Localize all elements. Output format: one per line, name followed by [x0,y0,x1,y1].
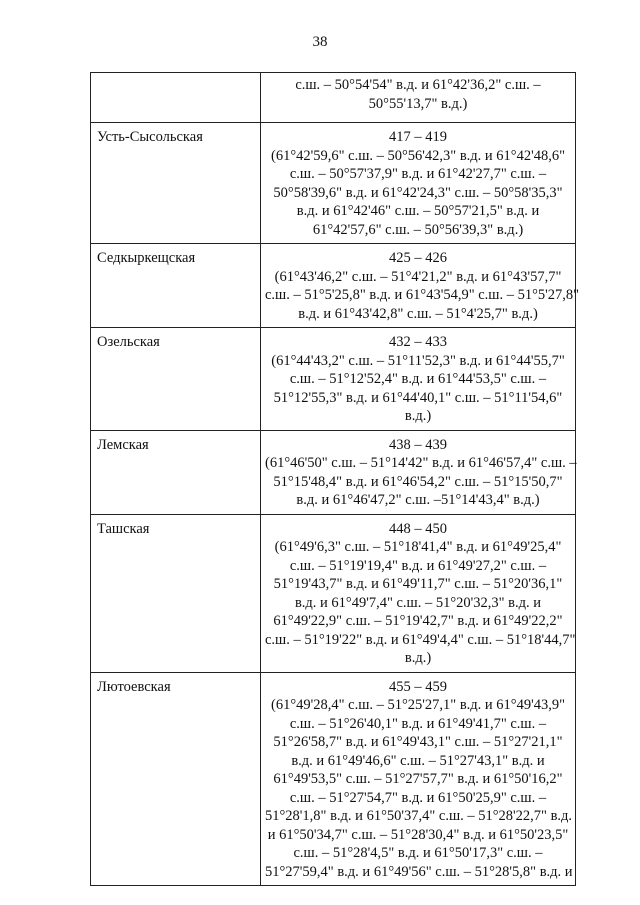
coordinate-line: 50°55'13,7" в.д.) [368,95,468,112]
coordinate-line: в.д. и 61°43'42,8" с.ш. – 51°4'25,7" в.д.) [298,305,538,322]
section-name: Лемская [91,430,261,514]
coordinate-line: и 61°50'34,7" с.ш. – 51°28'30,4" в.д. и 61°50'23,5" [267,826,569,843]
coordinate-line: в.д.) [404,650,432,666]
table-row [91,430,576,514]
table-row [91,73,576,123]
coordinate-line: с.ш. – 51°28'4,5" в.д. и 61°50'17,3" с.ш. – [293,845,543,861]
coordinate-line: 51°12'55,3" в.д. и 61°44'40,1" с.ш. – 51°11'54,6" [273,389,563,406]
sections-table [90,72,580,886]
table-row [91,514,576,672]
coordinate-line: 51°27'59,4" в.д. и 61°49'56" с.ш. – 51°28'5,8" в.д. и [265,863,573,880]
table-row [91,123,576,244]
kilometer-range: 417 – 419 [389,129,447,145]
section-name: Лютоевская [91,672,261,886]
coordinate-line: с.ш. – 51°26'40,1" в.д. и 61°49'41,7" с.ш. – [289,715,547,732]
coordinates-cell [261,430,576,514]
coordinate-line: с.ш. – 51°19'22" в.д. и 61°49'4,4" с.ш. – 51°18'44,7" [265,631,576,648]
coordinate-line: (61°46'50" с.ш. – 51°14'42" в.д. и 61°46'57,4" с.ш. – [265,455,577,471]
coordinate-line: (61°49'28,4" с.ш. – 51°25'27,1" в.д. и 61°49'43,9" [270,697,566,713]
coordinate-line: с.ш. – 50°54'54" в.д. и 61°42'36,2" с.ш. – [295,77,541,93]
table-row [91,672,576,886]
coordinate-line: с.ш. – 51°27'54,7" в.д. и 61°50'25,9" с.ш. – [289,789,547,806]
coordinate-line: (61°42'59,6" с.ш. – 50°56'42,3" в.д. и 61°42'48,6" [270,147,566,164]
section-name: Седкыркещская [91,244,261,328]
coordinate-line: в.д.) [404,408,432,424]
table-row [91,328,576,431]
section-name: Озельская [91,328,261,431]
kilometer-range: 425 – 426 [389,250,447,266]
coordinates-cell [261,244,580,328]
coordinate-line: с.ш. – 51°19'19,4" в.д. и 61°49'27,2" с.ш. – [289,557,547,574]
coordinate-line: 51°28'1,8" в.д. и 61°50'37,4" с.ш. – 51°28'22,7" в.д. [265,808,573,824]
coordinates-cell [261,672,576,886]
section-name: Усть-Сысольская [91,123,261,244]
coordinate-line: 61°49'22,9" с.ш. – 51°19'42,7" в.д. и 61°49'22,2" [273,613,563,629]
coordinates-cell [261,73,576,123]
coordinate-line: 51°15'48,4" в.д. и 61°46'54,2" с.ш. – 51°15'50,7" [273,473,563,490]
kilometer-range: 438 – 439 [389,436,447,453]
coordinates-cell [261,514,576,672]
section-name: Ташская [91,514,261,672]
kilometer-range: 448 – 450 [389,520,447,537]
coordinate-line: в.д. и 61°49'7,4" с.ш. – 51°20'32,3" в.д. и [294,594,542,611]
coordinate-line: 51°19'43,7" в.д. и 61°49'11,7" с.ш. – 51°20'36,1" [273,576,563,592]
coordinates-cell [261,123,576,244]
coordinate-line: 50°58'39,6" в.д. и 61°42'24,3" с.ш. – 50°58'35,3" [273,184,563,201]
coordinate-line: (61°44'43,2" с.ш. – 51°11'52,3" в.д. и 61°44'55,7" [271,352,565,369]
coordinates-cell [261,328,576,431]
coordinate-line: в.д. и 61°42'46" с.ш. – 50°57'21,5" в.д. и [296,203,540,219]
kilometer-range: 455 – 459 [389,678,447,695]
table-row [91,244,576,328]
coordinate-line: 61°49'53,5" с.ш. – 51°27'57,7" в.д. и 61°50'16,2" [273,771,563,787]
coordinate-line: в.д. и 61°46'47,2" с.ш. –51°14'43,4" в.д.) [296,492,540,508]
coordinate-line: (61°43'46,2" с.ш. – 51°4'21,2" в.д. и 61°43'57,7" [274,268,562,285]
coordinate-line: (61°49'6,3" с.ш. – 51°18'41,4" в.д. и 61°49'25,4" [274,539,562,555]
coordinate-line: 51°26'58,7" в.д. и 61°49'43,1" с.ш. – 51°27'21,1" [273,734,563,750]
coordinate-line: 61°42'57,6" с.ш. – 50°56'39,3" в.д.) [312,221,524,238]
kilometer-range: 432 – 433 [389,334,447,350]
coordinate-line: с.ш. – 51°5'25,8" в.д. и 61°43'54,9" с.ш. – 51°5'27,8" [265,287,580,303]
page-number: 38 [312,34,328,50]
coordinate-line: в.д. и 61°49'46,6" с.ш. – 51°27'43,1" в.д. и [291,752,545,769]
coordinate-line: с.ш. – 51°12'52,4" в.д. и 61°44'53,5" с.ш. – [289,371,547,387]
section-name-cell [91,73,261,123]
coordinate-line: с.ш. – 50°57'37,9" в.д. и 61°42'27,7" с.ш. – [289,166,547,182]
